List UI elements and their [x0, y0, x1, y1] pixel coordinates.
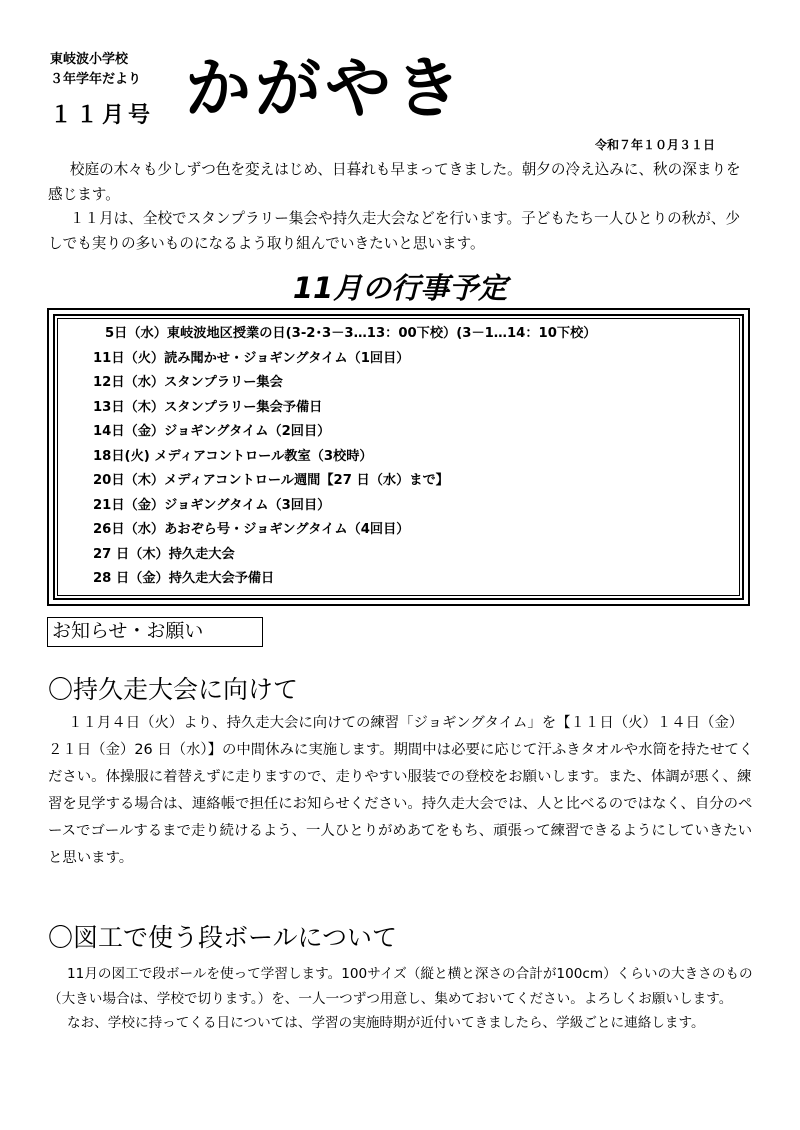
schedule-item: 18日(火) メディアコントロール教室（3校時） — [93, 448, 373, 464]
intro-paragraph: １１月は、全校でスタンプラリー集会や持久走大会などを行います。子どもたち一人ひとりの秋が、少しでも実りの多いものになるよう取り組んでいきたいと思います。 — [48, 210, 741, 252]
newsletter-name: ３年学年だより — [50, 72, 142, 87]
newsletter-title: かがやき — [185, 50, 465, 127]
issue-date: 令和７年１０月３１日 — [595, 138, 716, 152]
schedule-item: 20日（木）メディアコントロール週間【27 日（水）まで】 — [93, 473, 449, 488]
schedule-item: 5日（水）東岐波地区授業の日(3-2･3－3…13：00下校）(3－1…14：10下校） — [105, 326, 597, 341]
schedule-item: 27 日（木）持久走大会 — [93, 546, 235, 562]
schedule-item: 28 日（金）持久走大会予備日 — [93, 571, 275, 586]
section-heading-marathon: 〇持久走大会に向けて — [48, 675, 299, 704]
schedule-item: 14日（金）ジョギングタイム（2回目） — [93, 424, 331, 439]
schedule-item: 26日（水）あおぞら号・ジョギングタイム（4回目） — [93, 522, 410, 537]
intro-paragraph: 校庭の木々も少しずつ色を変えはじめ、日暮れも早まってきました。朝夕の冷え込みに、秋の深まりを感じます。 — [48, 161, 741, 203]
schedule-list — [93, 322, 742, 592]
section-heading-cardboard: 〇図工で使う段ボールについて — [48, 923, 398, 952]
section-body-cardboard — [48, 962, 756, 1036]
schedule-item: 21日（金）ジョギングタイム（3回目） — [93, 497, 331, 513]
schedule-item: 12日（水）スタンプラリー集会 — [93, 375, 283, 390]
school-name: 東岐波小学校 — [50, 52, 129, 67]
section-body-marathon — [48, 710, 756, 872]
section-paragraph: １１月４日（火）より、持久走大会に向けての練習「ジョギングタイム」を【１１日（火）１４日（金）２１日（金）26 日（水）】の中間休みに実施します。期間中は必要に応じて汗ふきタオルや水筒を持たせてください。体操服に着替えずに走りますので、走りやすい服装での登校をお願いします。また、体調が悪く、練習を見学する場合は、連絡帳で担任にお知らせください。持久走大会では、人と比べるのではなく、自分のペースでゴールするまで走り続けるよう、一人ひとりがめあてをもち、頑張って練習できるようにしていきたいと思います。 — [48, 715, 754, 866]
section-paragraph: 11月の図工で段ボールを使って学習します。100サイズ（縦と横と深さの合計が100cm）くらいの大きさのもの（大きい場合は、学校で切ります。）を、一人一つずつ用意し、集めておいてください。よろしくお願いします。 — [48, 966, 753, 1007]
schedule-inner-frame — [53, 314, 744, 600]
notice-heading: お知らせ・お願い — [47, 617, 263, 647]
school-info — [50, 50, 141, 90]
schedule-title: 11月の行事予定 — [292, 271, 508, 305]
schedule-item: 13日（木）スタンプラリー集会予備日 — [93, 399, 323, 415]
section-paragraph: なお、学校に持ってくる日については、学習の実施時期が近付いてきましたら、学級ごとに連絡します。 — [67, 1015, 705, 1031]
schedule-item: 11日（火）読み聞かせ・ジョギングタイム（1回目） — [93, 350, 410, 366]
intro-text — [48, 158, 754, 256]
issue-label: １１月号 — [50, 103, 155, 128]
schedule-box — [47, 308, 750, 606]
